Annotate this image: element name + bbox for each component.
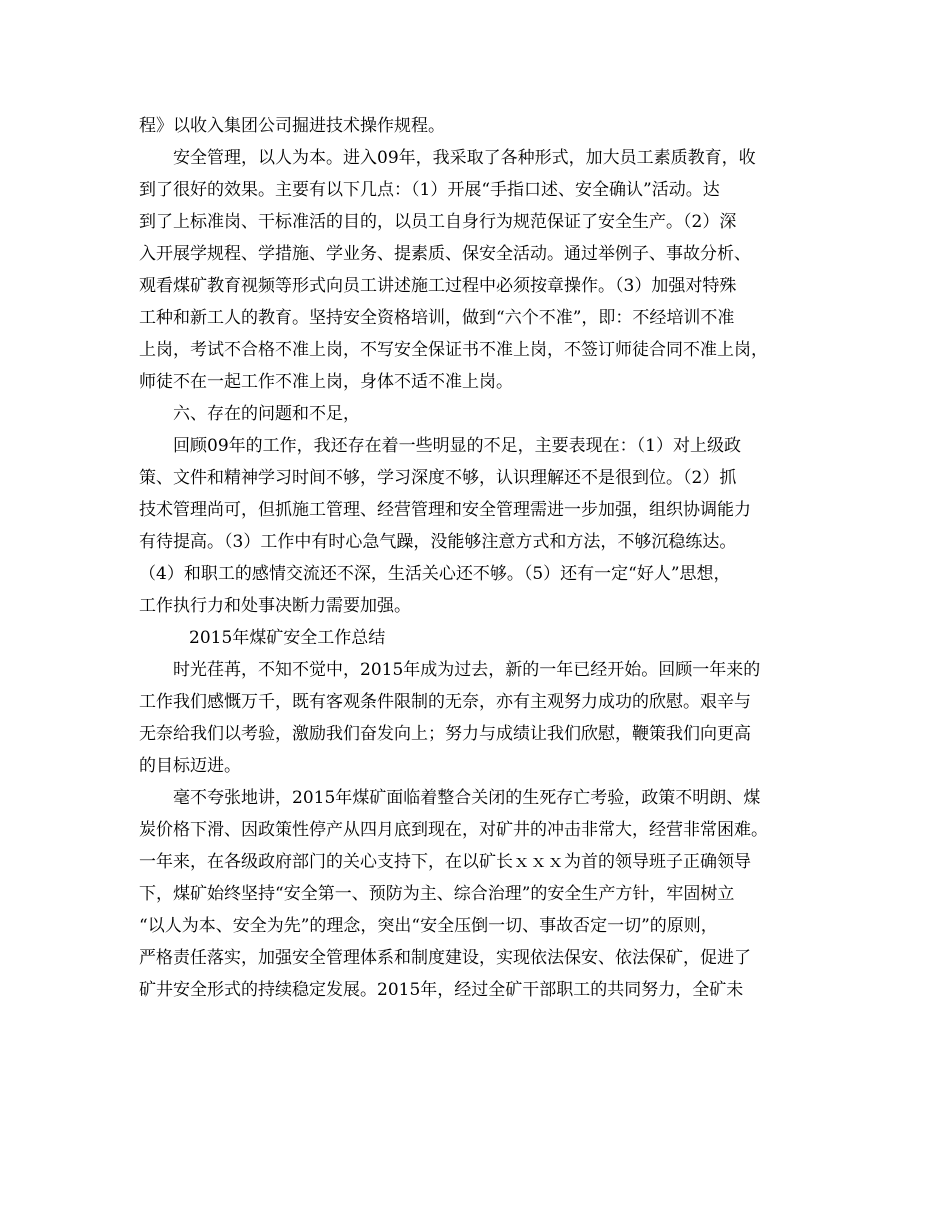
text-line: 的目标迈进。	[139, 756, 241, 776]
document-body	[139, 110, 829, 1006]
paragraph-start: 安全管理，以人为本。进入09年，我采取了各种形式，加大员工素质教育，收	[173, 148, 756, 168]
text-line: 有待提高。（3）工作中有时心急气躁，没能够注意方式和方法，不够沉稳练达。	[139, 532, 737, 552]
text-line: 到了上标准岗、干标准活的目的，以员工自身行为规范保证了安全生产。（2）深	[139, 212, 737, 232]
text-line: 入开展学规程、学措施、学业务、提素质、保安全活动。通过举例子、事故分析、	[139, 244, 751, 264]
text-line: 上岗，考试不合格不准上岗，不写安全保证书不准上岗，不签订师徒合同不准上岗，	[139, 340, 768, 360]
text-line: 一年来，在各级政府部门的关心支持下，在以矿长ｘｘｘ为首的领导班子正确领导	[139, 852, 751, 872]
text-line: 工作执行力和处事决断力需要加强。	[139, 596, 411, 616]
text-line: 到了很好的效果。主要有以下几点：（1）开展“手指口述、安全确认”活动。达	[139, 180, 720, 200]
text-line: 无奈给我们以考验，激励我们奋发向上；努力与成绩让我们欣慰，鞭策我们向更高	[139, 724, 751, 744]
text-line: 炭价格下滑、因政策性停产从四月底到现在，对矿井的冲击非常大，经营非常困难。	[139, 820, 768, 840]
text-line: 矿井安全形式的持续稳定发展。2015年，经过全矿干部职工的共同努力，全矿未	[139, 980, 744, 1000]
text-line: “以人为本、安全为先”的理念，突出“安全压倒一切、事故否定一切”的原则，	[139, 916, 718, 936]
text-line: 观看煤矿教育视频等形式向员工讲述施工过程中必须按章操作。（3）加强对特殊	[139, 276, 737, 296]
text-line: 程》以收入集团公司掘进技术操作规程。	[139, 116, 445, 136]
text-line: 严格责任落实，加强安全管理体系和制度建设，实现依法保安、依法保矿，促进了	[139, 948, 751, 968]
paragraph-start: 毫不夸张地讲，2015年煤矿面临着整合关闭的生死存亡考验，政策不明朗、煤	[173, 788, 761, 808]
section-heading: 六、存在的问题和不足，	[173, 404, 360, 424]
text-line: 师徒不在一起工作不准上岗，身体不适不准上岗。	[139, 372, 513, 392]
paragraph-start: 时光荏苒，不知不觉中，2015年成为过去，新的一年已经开始。回顾一年来的	[173, 660, 761, 680]
text-line: （4）和职工的感情交流还不深，生活关心还不够。（5）还有一定“好人”思想，	[139, 564, 731, 584]
text-line: 技术管理尚可，但抓施工管理、经营管理和安全管理需进一步加强，组织协调能力	[139, 500, 751, 520]
text-line: 下，煤矿始终坚持“安全第一、预防为主、综合治理”的安全生产方针，牢固树立	[139, 884, 735, 904]
paragraph-start: 回顾09年的工作，我还存在着一些明显的不足，主要表现在：（1）对上级政	[173, 436, 741, 456]
text-line: 策、文件和精神学习时间不够，学习深度不够，认识理解还不是很到位。（2）抓	[139, 468, 737, 488]
document-title: 2015年煤矿安全工作总结	[189, 628, 386, 648]
text-line: 工种和新工人的教育。坚持安全资格培训，做到“六个不准”，即：不经培训不准	[139, 308, 735, 328]
text-line: 工作我们感慨万千，既有客观条件限制的无奈，亦有主观努力成功的欣慰。艰辛与	[139, 692, 751, 712]
